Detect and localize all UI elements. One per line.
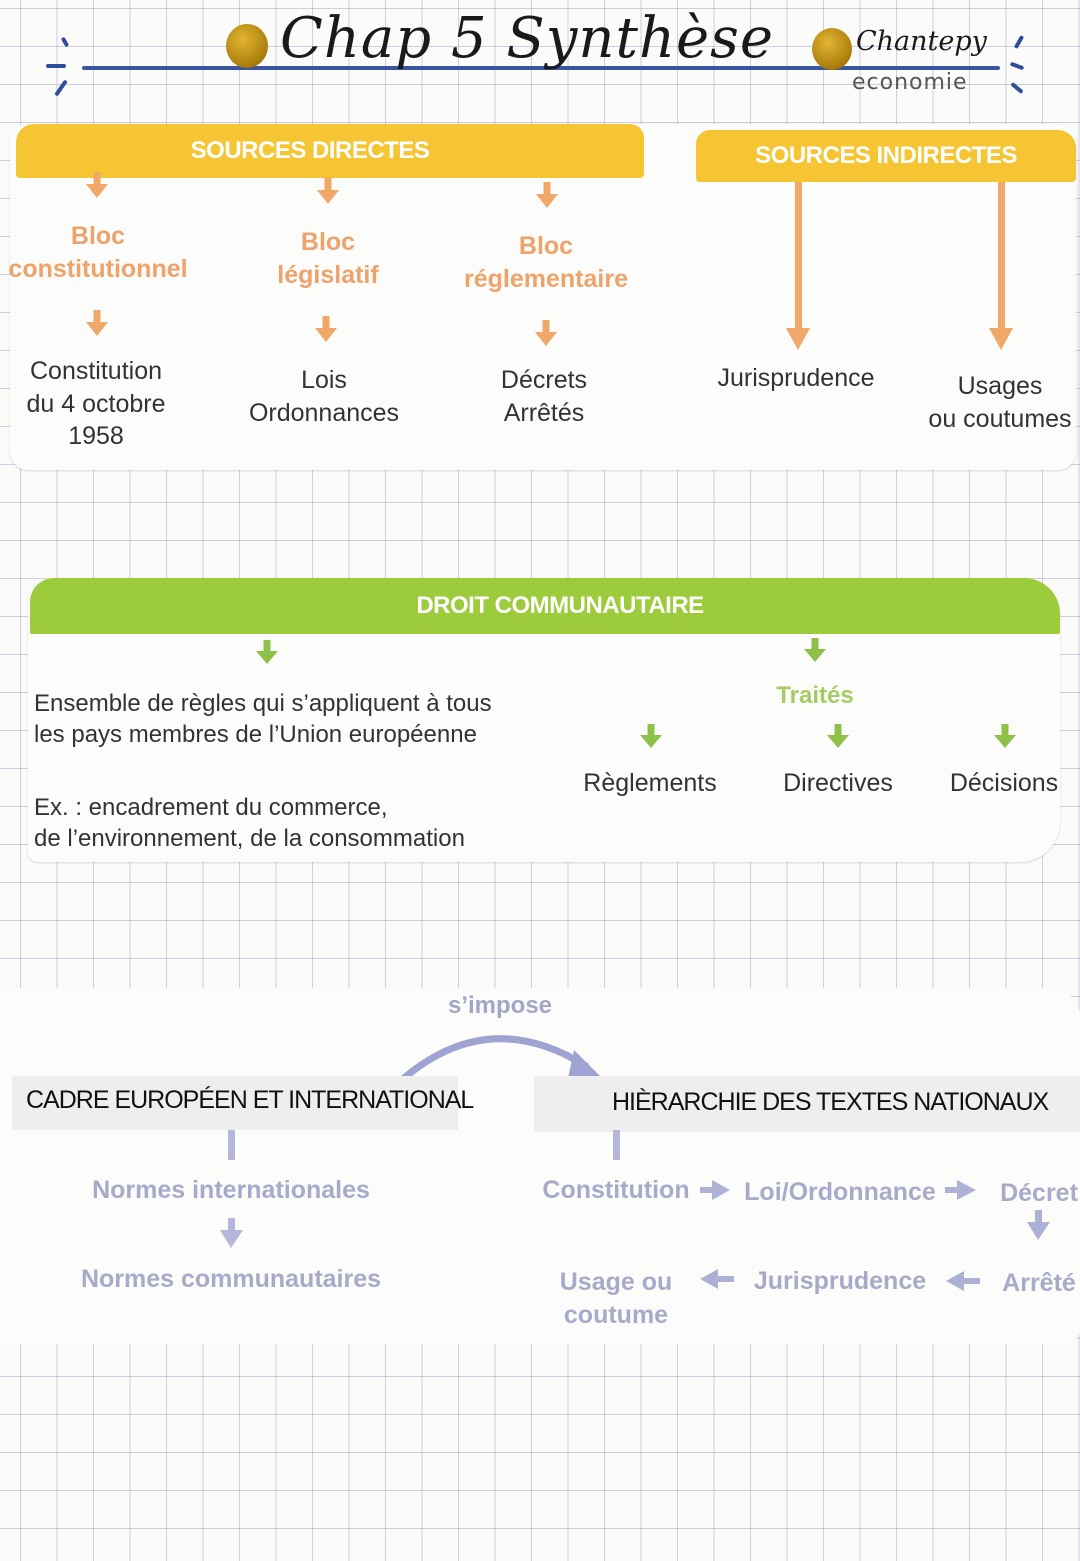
droit-communautaire-heading: DROIT COMMUNAUTAIRE (416, 592, 704, 619)
arrow-down-icon (535, 320, 557, 346)
sources-indirectes-heading: SOURCES INDIRECTES (755, 142, 1017, 169)
sources-directes-heading: SOURCES DIRECTES (190, 137, 430, 164)
jurisprudence-hierarchy-label: Jurisprudence (753, 1267, 927, 1295)
cadre-europeen-heading: CADRE EUROPÉEN ET INTERNATIONAL (26, 1086, 474, 1114)
arrete-label: Arrêté (1002, 1269, 1076, 1297)
bloc-reglementaire-label: Bloc réglementaire (464, 232, 628, 293)
bloc-reglementaire-content: Décrets Arrêtés (500, 366, 588, 427)
droit-communautaire-example: Ex. : encadrement du commerce, de l’environnement, de la consommation (34, 794, 465, 853)
normes-internationales-label: Normes internationales (92, 1176, 370, 1204)
normes-communautaires-label: Normes communautaires (80, 1265, 382, 1293)
loi-ordonnance-label: Loi/Ordonnance (744, 1178, 936, 1206)
page-title: Chap 5 Synthèse (280, 6, 775, 71)
bloc-constitutionnel-content: Constitution du 4 octobre 1958 (26, 357, 166, 450)
bloc-legislatif-label: Bloc législatif (277, 228, 379, 289)
bloc-legislatif-content: Lois Ordonnances (248, 366, 400, 427)
s-impose-label: s’impose (447, 992, 553, 1019)
arrow-down-icon (315, 316, 337, 342)
jurisprudence-label: Jurisprudence (717, 364, 875, 392)
arrow-down-icon (86, 172, 108, 198)
arrow-down-icon (317, 178, 339, 204)
usage-coutume-label: Usage ou coutume (559, 1268, 673, 1329)
constitution-label: Constitution (542, 1176, 690, 1204)
hierarchie-nationale-heading: HIÈRARCHIE DES TEXTES NATIONAUX (612, 1088, 1049, 1116)
decret-label: Décret (1000, 1179, 1078, 1207)
droit-communautaire-definition: Ensemble de règles qui s’appliquent à tous les pays membres de l’Union européenne (34, 690, 492, 749)
arrow-down-icon (536, 182, 558, 208)
directives-label: Directives (783, 769, 893, 797)
decisions-label: Décisions (949, 769, 1059, 797)
traites-label: Traités (776, 682, 854, 709)
arrow-down-icon (86, 310, 108, 336)
author-name: Chantepy (856, 26, 987, 57)
usages-coutumes-label: Usages ou coutumes (928, 372, 1072, 433)
subject-label: economie (852, 70, 968, 95)
bloc-constitutionnel-label: Bloc constitutionnel (8, 222, 188, 283)
reglements-label: Règlements (583, 769, 717, 797)
green-arrows (0, 560, 1080, 800)
